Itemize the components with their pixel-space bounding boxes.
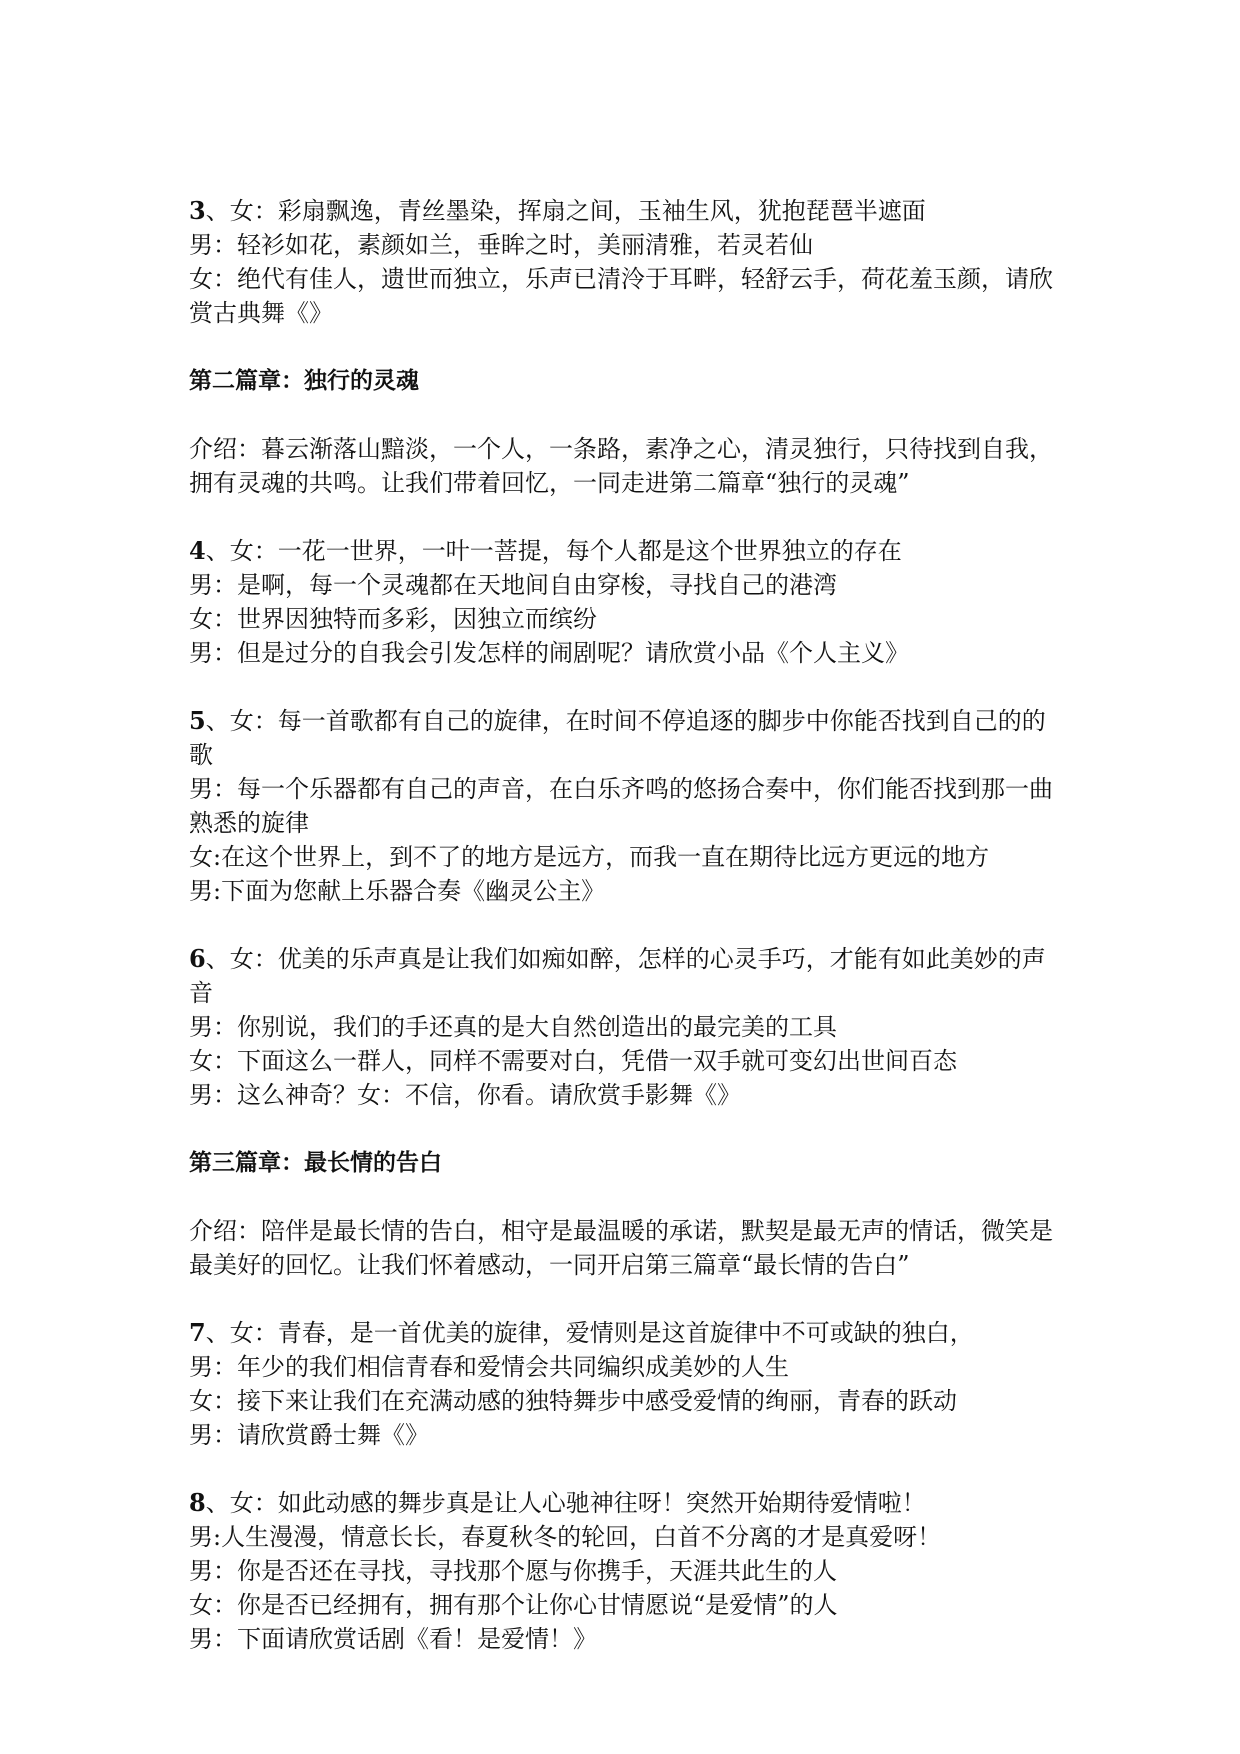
item-number: 8 xyxy=(189,1488,206,1517)
text-line xyxy=(189,1010,1069,1044)
text-line xyxy=(189,636,1069,670)
line-text: 介绍：暮云渐落山黯淡，一个人，一条路，素净之心，清灵独行，只待找到自我，拥有灵魂的共鸣。让我们带着回忆，一同走进第二篇章“独行的灵魂” xyxy=(189,435,1053,497)
line-text: 女：接下来让我们在充满动感的独特舞步中感受爱情的绚丽，青春的跃动 xyxy=(189,1387,957,1415)
text-line xyxy=(189,1044,1069,1078)
line-text: 男：轻衫如花，素颜如兰，垂眸之时，美丽清雅，若灵若仙 xyxy=(189,231,813,259)
text-line xyxy=(189,942,1069,1010)
line-text: 、女：青春，是一首优美的旋律，爱情则是这首旋律中不可或缺的独白， xyxy=(205,1319,974,1347)
chapter-heading: 第二篇章：独行的灵魂 xyxy=(189,368,419,394)
line-text: 男：这么神奇？女：不信，你看。请欣赏手影舞《》 xyxy=(189,1081,741,1109)
text-line xyxy=(189,1486,1069,1520)
line-text: 、女：优美的乐声真是让我们如痴如醉，怎样的心灵手巧，才能有如此美妙的声音 xyxy=(189,945,1046,1007)
line-text: 男：下面请欣赏话剧《看！是爱情！》 xyxy=(189,1625,597,1653)
line-text: 、女：一花一世界，一叶一菩提，每个人都是这个世界独立的存在 xyxy=(205,537,902,565)
dialogue-block xyxy=(189,1486,1069,1656)
line-text: 女：世界因独特而多彩，因独立而缤纷 xyxy=(189,605,597,633)
item-number: 7 xyxy=(189,1318,206,1347)
line-text: 男：每一个乐器都有自己的声音，在白乐齐鸣的悠扬合奏中，你们能否找到那一曲熟悉的旋律 xyxy=(189,775,1053,837)
line-text: 男:下面为您献上乐器合奏《幽灵公主》 xyxy=(189,877,606,905)
line-text: 男：你别说，我们的手还真的是大自然创造出的最完美的工具 xyxy=(189,1013,837,1041)
line-text: 、女：彩扇飘逸，青丝墨染，挥扇之间，玉袖生风，犹抱琵琶半遮面 xyxy=(205,197,926,225)
text-line xyxy=(189,1078,1069,1112)
text-line xyxy=(189,1316,1069,1350)
line-text: 男：但是过分的自我会引发怎样的闹剧呢？请欣赏小品《个人主义》 xyxy=(189,639,909,667)
text-line xyxy=(189,194,1069,228)
text-line xyxy=(189,1554,1069,1588)
line-text: 男：请欣赏爵士舞《》 xyxy=(189,1421,429,1449)
dialogue-block xyxy=(189,1316,1069,1452)
text-line xyxy=(189,874,1069,908)
line-text: 男:人生漫漫，情意长长，春夏秋冬的轮回，白首不分离的才是真爱呀！ xyxy=(189,1523,942,1551)
dialogue-block xyxy=(189,534,1069,670)
line-text: 、女：如此动感的舞步真是让人心驰神往呀！突然开始期待爱情啦！ xyxy=(205,1489,926,1517)
text-line xyxy=(189,1214,1069,1282)
line-text: 女：你是否已经拥有，拥有那个让你心甘情愿说“是爱情”的人 xyxy=(189,1591,838,1619)
text-line xyxy=(189,568,1069,602)
text-line xyxy=(189,432,1069,500)
line-text: 男：你是否还在寻找，寻找那个愿与你携手，天涯共此生的人 xyxy=(189,1557,837,1585)
item-number: 5 xyxy=(189,706,206,735)
text-line xyxy=(189,840,1069,874)
dialogue-block xyxy=(189,942,1069,1112)
text-line xyxy=(189,602,1069,636)
line-text: 介绍：陪伴是最长情的告白，相守是最温暖的承诺，默契是最无声的情话，微笑是最美好的回忆。让我们怀着感动，一同开启第三篇章“最长情的告白” xyxy=(189,1217,1053,1279)
text-line xyxy=(189,1520,1069,1554)
dialogue-block xyxy=(189,704,1069,908)
line-text: 女:在这个世界上，到不了的地方是远方，而我一直在期待比远方更远的地方 xyxy=(189,843,990,871)
text-line xyxy=(189,228,1069,262)
text-line xyxy=(189,772,1069,840)
text-line xyxy=(189,1350,1069,1384)
text-line xyxy=(189,1622,1069,1656)
item-number: 6 xyxy=(189,944,206,973)
line-text: 男：年少的我们相信青春和爱情会共同编织成美妙的人生 xyxy=(189,1353,789,1381)
item-number: 3 xyxy=(189,196,206,225)
line-text: 女：绝代有佳人，遗世而独立，乐声已清泠于耳畔，轻舒云手，荷花羞玉颜，请欣赏古典舞《》 xyxy=(189,265,1053,327)
chapter-heading: 第三篇章：最长情的告白 xyxy=(189,1150,442,1176)
line-text: 男：是啊，每一个灵魂都在天地间自由穿梭，寻找自己的港湾 xyxy=(189,571,837,599)
line-text: 女：下面这么一群人，同样不需要对白，凭借一双手就可变幻出世间百态 xyxy=(189,1047,957,1075)
chapter-intro xyxy=(189,1214,1069,1282)
text-line xyxy=(189,704,1069,772)
text-line xyxy=(189,1418,1069,1452)
text-line xyxy=(189,534,1069,568)
line-text: 、女：每一首歌都有自己的旋律，在时间不停追逐的脚步中你能否找到自己的的歌 xyxy=(189,707,1046,769)
text-line xyxy=(189,262,1069,330)
document-page xyxy=(189,194,1069,1690)
dialogue-block xyxy=(189,194,1069,330)
text-line xyxy=(189,1588,1069,1622)
chapter-intro xyxy=(189,432,1069,500)
item-number: 4 xyxy=(189,536,206,565)
text-line xyxy=(189,1384,1069,1418)
